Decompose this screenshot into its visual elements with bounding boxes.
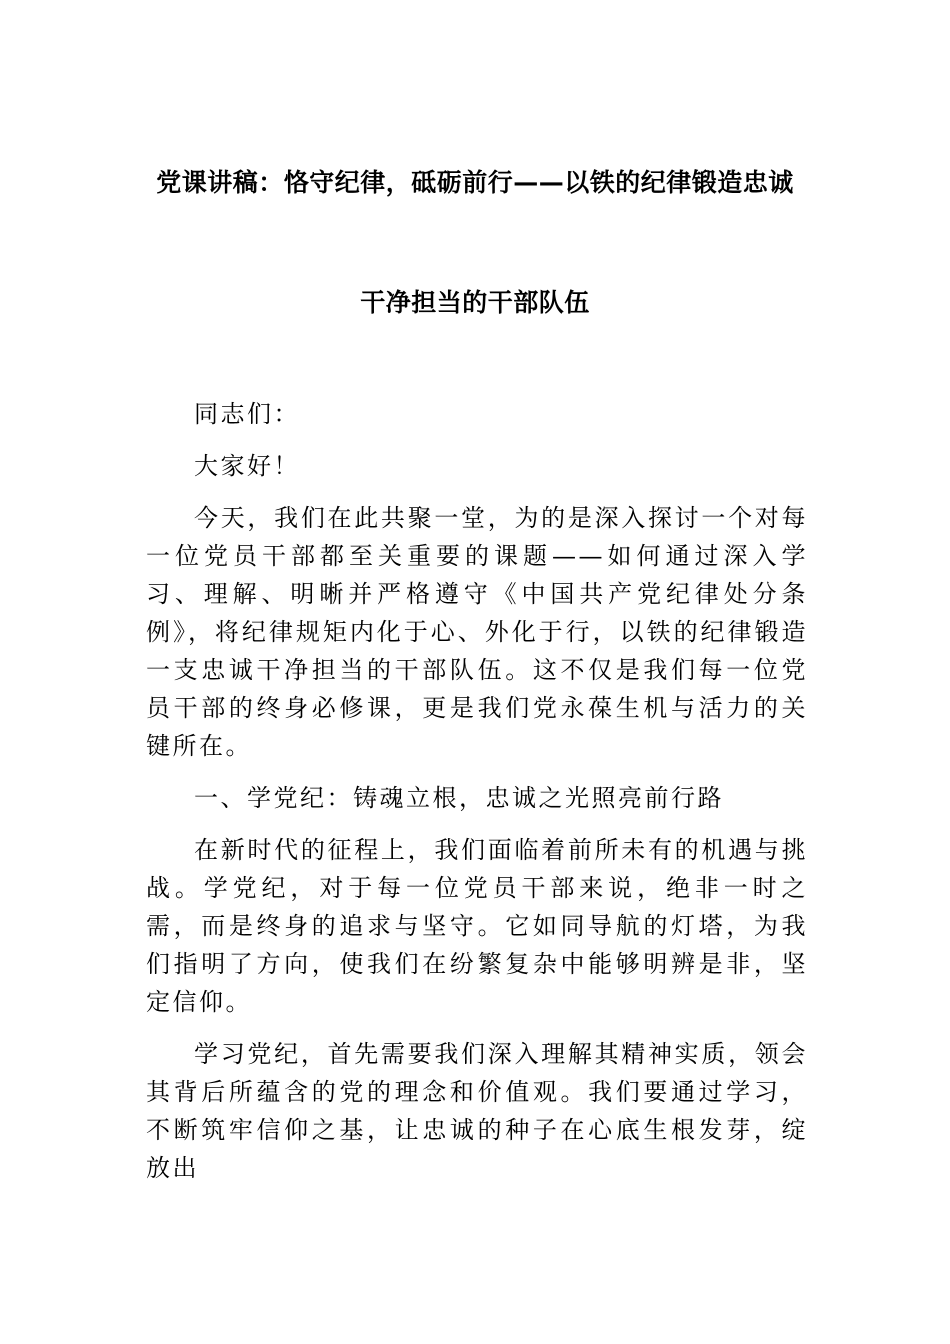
document-title-line-1: 党课讲稿：恪守纪律，砥砺前行——以铁的纪律锻造忠诚	[156, 168, 794, 197]
greeting: 大家好！	[194, 452, 300, 480]
paragraph-section1-b: 学习党纪，首先需要我们深入理解其精神实质，领会其背后所蕴含的党的理念和价值观。我们要通过学习，不断筑牢信仰之基，让忠诚的种子在心底生根发芽，绽放出	[146, 1040, 808, 1182]
document-title-line-2: 干净担当的干部队伍	[360, 288, 590, 317]
salutation: 同志们：	[194, 400, 300, 428]
document-body	[146, 395, 808, 1187]
paragraph-intro: 今天，我们在此共聚一堂，为的是深入探讨一个对每一位党员干部都至关重要的课题——如何通过深入学习、理解、明晰并严格遵守《中国共产党纪律处分条例》，将纪律规矩内化于心、外化于行，以铁的纪律锻造一支忠诚干净担当的干部队伍。这不仅是我们每一位党员干部的终身必修课，更是我们党永葆生机与活力的关键所在。	[146, 504, 808, 760]
section-heading-1: 一、学党纪：铸魂立根，忠诚之光照亮前行路	[194, 784, 724, 812]
paragraph-section1-a: 在新时代的征程上，我们面临着前所未有的机遇与挑战。学党纪，对于每一位党员干部来说，绝非一时之需，而是终身的追求与坚守。它如同导航的灯塔，为我们指明了方向，使我们在纷繁复杂中能够明辨是非，坚定信仰。	[146, 836, 808, 1016]
